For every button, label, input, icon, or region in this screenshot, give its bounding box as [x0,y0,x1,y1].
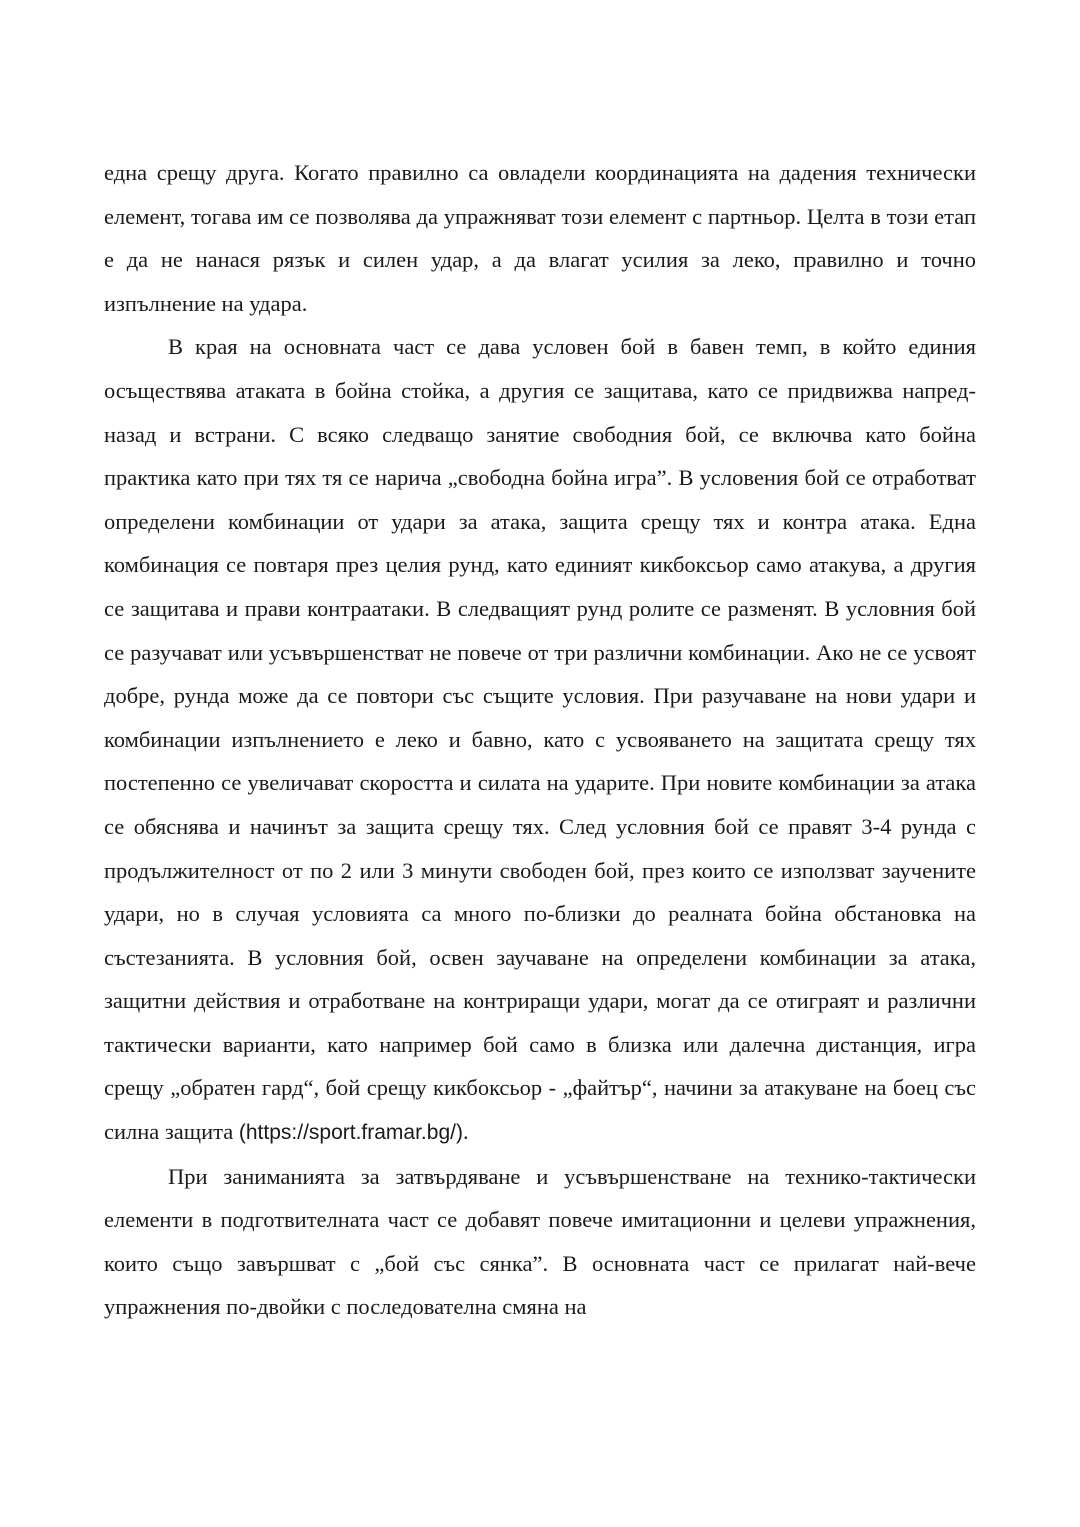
document-page [104,151,976,1329]
paragraph-1: една срещу друга. Когато правилно са овладели координацията на дадения технически елемент, тогава им се позволява да упражняват този елемент с партньор. Целта в този етап е да не нанася рязък и силен удар, а да влагат усилия за леко, правилно и точно изпълнение на удара. [104,160,976,316]
paragraph-2-text: В края на основната част се дава условен бой в бавен темп, в който единия осъществява атаката в бойна стойка, а другия се защитава, като се придвижва напред-назад и встрани. С всяко следващо занятие свободния бой, се включва като бойна практика като при тях тя се нарича „свободна бойна игра”. В условения бой се отработват определени комбинации от удари за атака, защита срещу тях и контра атака. Една комбинация се повтаря през целия рунд, като единият кикбоксьор само атакува, а другия се защитава и прави контраатаки. В следващият рунд ролите се разменят. В условния бой се разучават или усъвършенстват не повече от три различни комбинации. Ако не се усвоят добре, рунда може да се повтори със същите условия. При разучаване на нови удари и комбинации изпълнението е леко и бавно, като с усвояването на защитата срещу тях постепенно се увеличават скоростта и силата на ударите. При новите комбинации за атака се обяснява и начинът за защита срещу тях. След условния бой се правят 3-4 рунда с продължителност от по 2 или 3 минути свободен бой, през които се използват заучените удари, но в случая условията са много по-близки до реалната бойна обстановка на състезанията. В условния бой, освен заучаване на определени комбинации за атака, защитни действия и отработване на контриращи удари, могат да се отиграят и различни тактически варианти, като например бой само в близка или далечна дистанция, игра срещу „обратен гард“, бой срещу кикбоксьор - „файтър“, начини за атакуване на боец със силна защита [104,334,976,1145]
paragraph-2 [104,325,976,1154]
paragraph-3: При заниманията за затвърдяване и усъвършенстване на технико-тактически елементи в подготвителната част се добавят повече имитационни и целеви упражнения, които също завършват с „бой със сянка”. В основната част се прилагат най-вече упражнения по-двойки с последователна смяна на [104,1163,976,1320]
paragraph-2-end: . [462,1119,469,1145]
source-link: (https://sport.framar.bg/) [238,1121,463,1145]
